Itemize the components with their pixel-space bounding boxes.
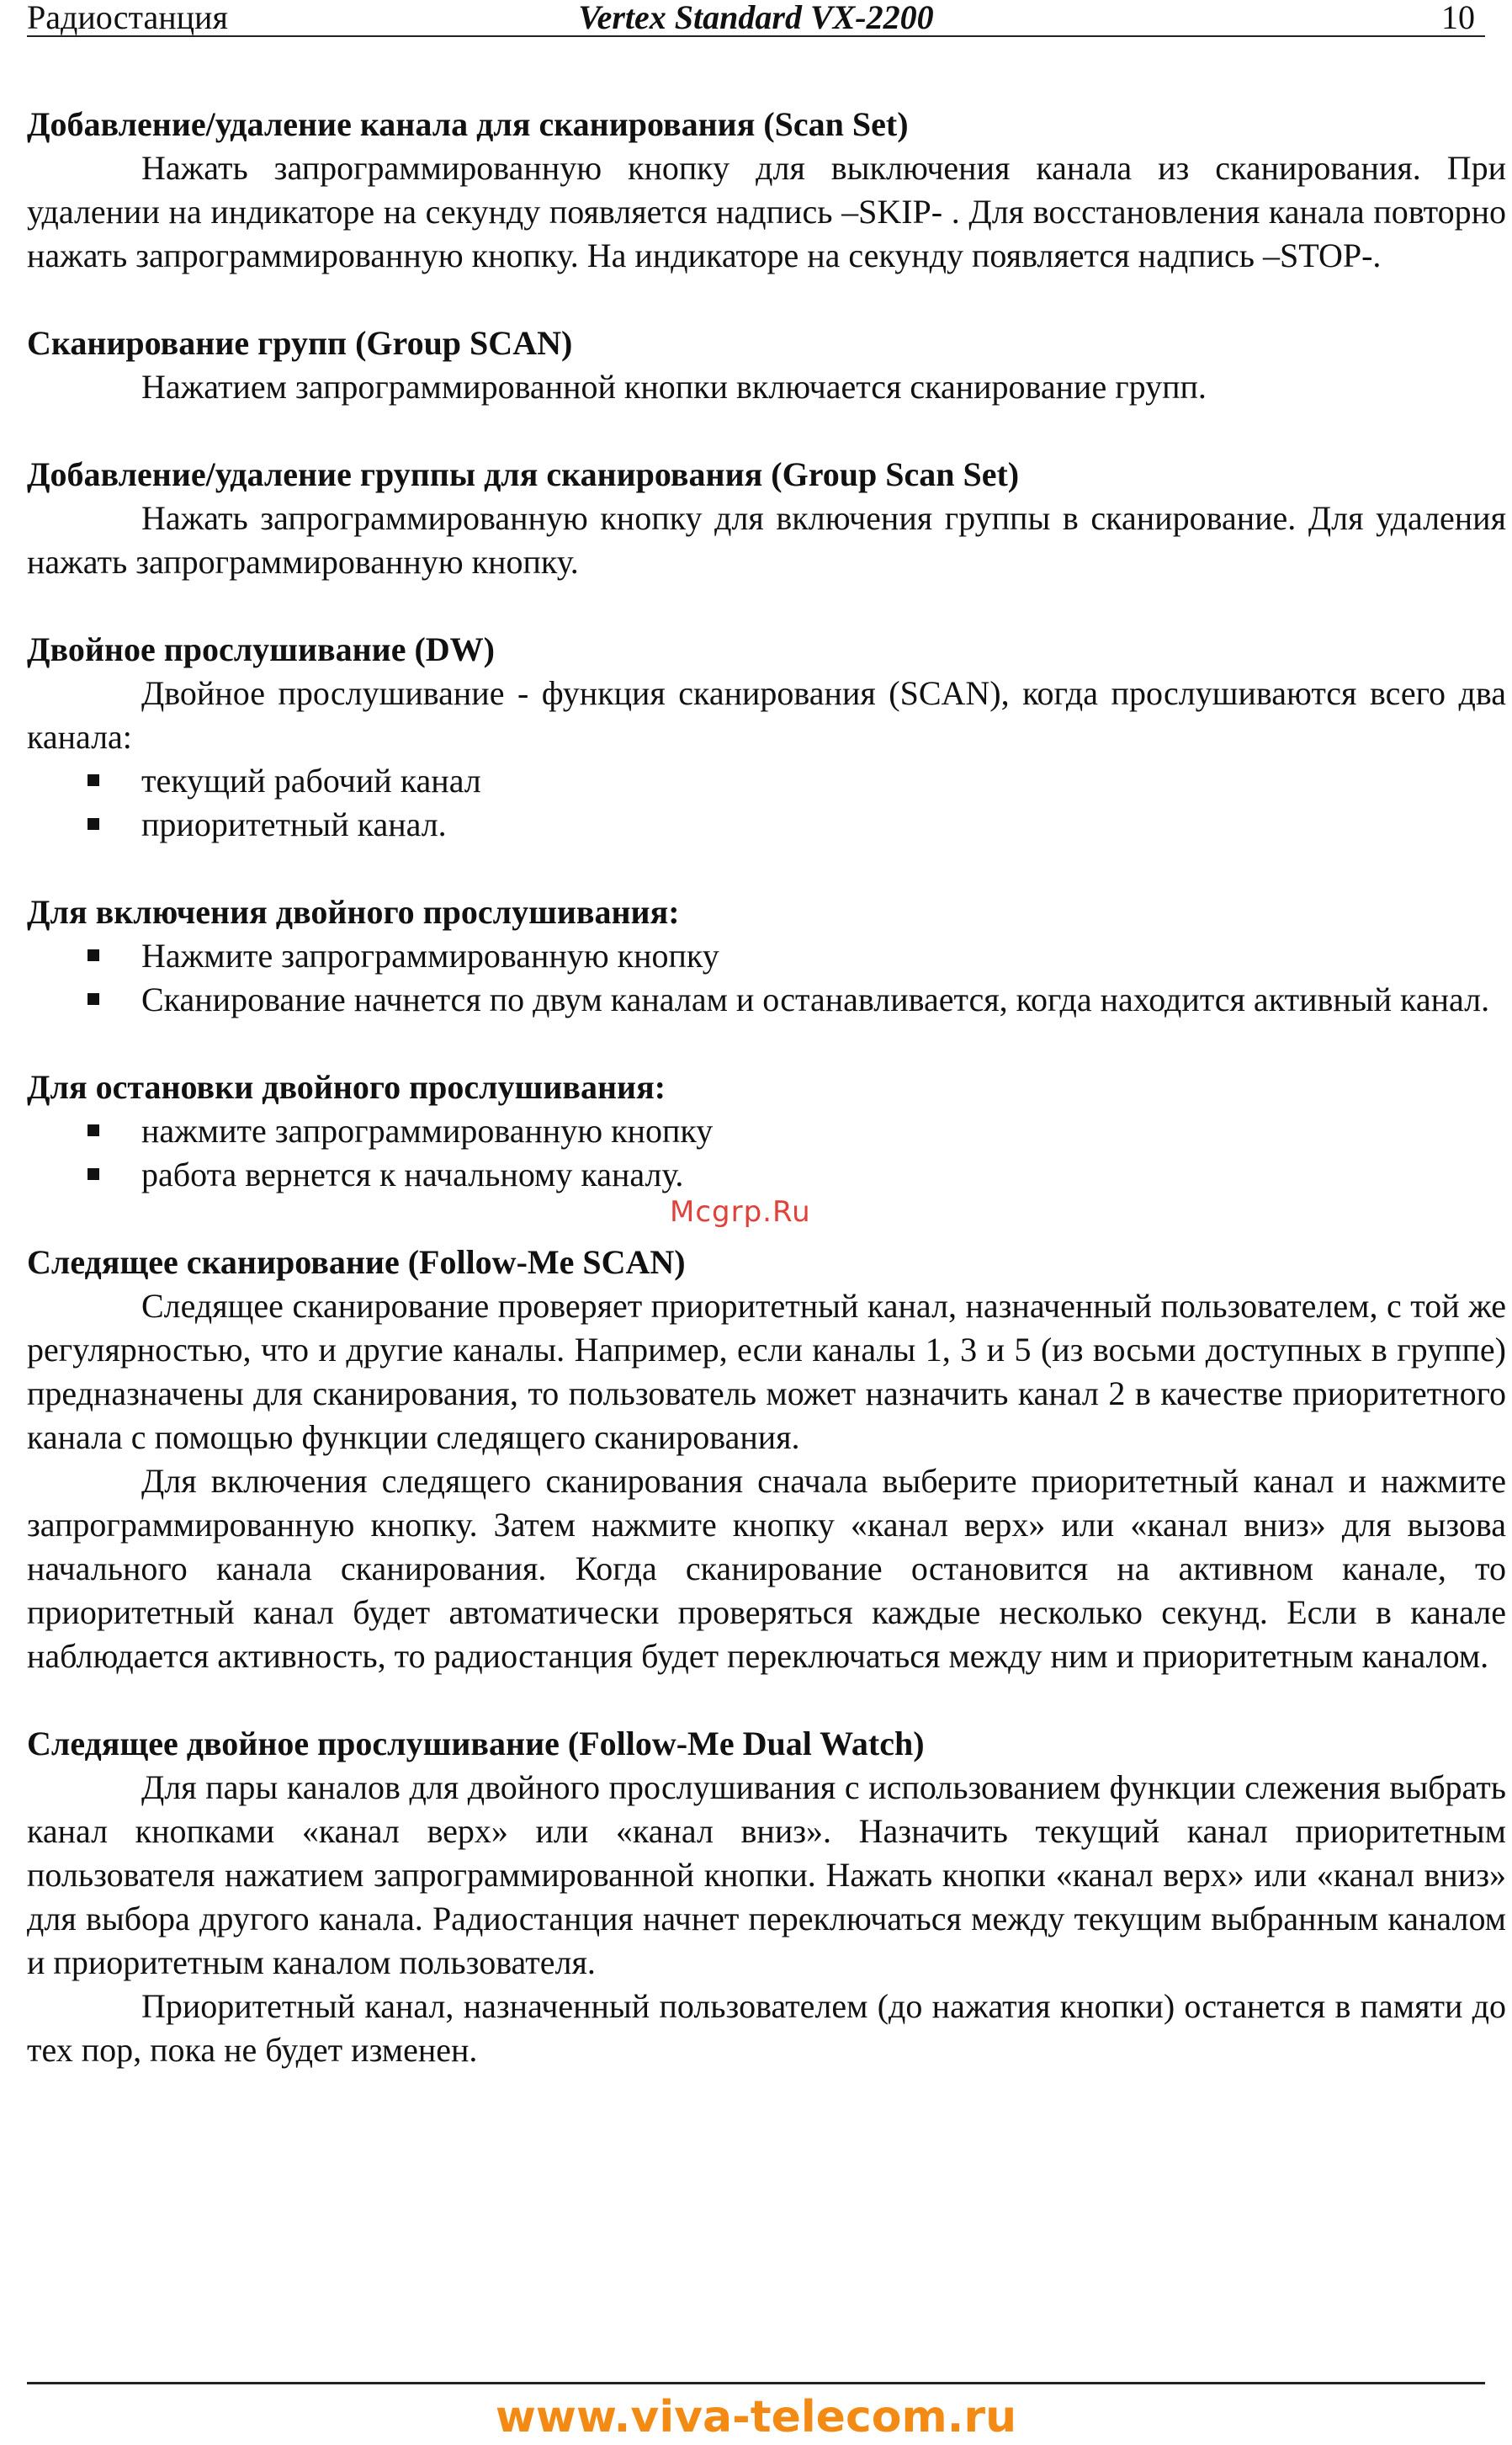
section-heading: Для включения двойного прослушивания: [27, 893, 680, 931]
list-item [27, 759, 1506, 803]
section-heading: Сканирование групп (Group SCAN) [27, 324, 573, 362]
footer-divider [27, 2382, 1485, 2384]
bullet-square-icon [88, 993, 99, 1005]
bullet-list [27, 934, 1506, 1022]
bullet-square-icon [88, 1168, 99, 1180]
bullet-square-icon [88, 774, 99, 786]
section-heading: Следящее сканирование (Follow-Me SCAN) [27, 1243, 686, 1281]
list-item [27, 978, 1506, 1022]
list-item-text: приоритетный канал. [141, 805, 447, 843]
section-dual-watch-stop [27, 1066, 1506, 1197]
bullet-list [27, 759, 1506, 847]
section-scan-set [27, 103, 1506, 278]
list-item-text: Сканирование начнется по двум каналам и останавливается, когда находится активный канал. [141, 981, 1490, 1018]
paragraph: Следящее сканирование проверяет приоритетный канал, назначенный пользователем, с той же регулярностью, что и другие каналы. Например, если каналы 1, 3 и 5 (из восьми доступных в группе) предназначены для сканирования, то пользователь может назначить канал 2 в качестве приоритетного канала с помощью функции следящего сканирования. [27, 1287, 1506, 1456]
list-item-text: Нажмите запрограммированную кнопку [141, 937, 719, 975]
section-follow-me-dual-watch [27, 1722, 1506, 2072]
paragraph: Нажатием запрограммированной кнопки включается сканирование групп. [141, 368, 1207, 406]
list-item [27, 934, 1506, 978]
watermark: Mcgrp.Ru [670, 1195, 811, 1229]
bullet-square-icon [88, 818, 99, 830]
page-content [27, 103, 1506, 2116]
list-item-text: работа вернется к начальному каналу. [141, 1156, 684, 1193]
footer-website-link[interactable]: www.viva-telecom.ru [495, 2392, 1017, 2442]
section-group-scan [27, 322, 1506, 409]
list-item [27, 1153, 1506, 1197]
section-heading: Добавление/удаление группы для сканирования (Group Scan Set) [27, 455, 1020, 493]
paragraph: Для включения следящего сканирования сначала выберите приоритетный канал и нажмите запрограммированную кнопку. Затем нажмите кнопку «канал верх» или «канал вниз» для вызова начального канала сканирования. Когда сканирование остановится на активном канале, то приоритетный канал будет автоматически проверяться каждые несколько секунд. Если в канале наблюдается активность, то радиостанция будет переключаться между ним и приоритетным каналом. [27, 1462, 1506, 1675]
paragraph: Нажать запрограммированную кнопку для включения группы в сканирование. Для удаления нажать запрограммированную кнопку. [27, 499, 1506, 581]
bullet-list [27, 1109, 1506, 1197]
list-item [27, 1109, 1506, 1153]
paragraph: Для пары каналов для двойного прослушивания с использованием функции слежения выбрать канал кнопками «канал верх» или «канал вниз». Назначить текущий канал приоритетным пользователя нажатием запрограммированной кнопки. Нажать кнопки «канал верх» или «канал вниз» для выбора другого канала. Радиостанция начнет переключаться между текущим выбранным каналом и приоритетным каналом пользователя. [27, 1768, 1506, 1981]
list-item [27, 803, 1506, 847]
paragraph: Приоритетный канал, назначенный пользователем (до нажатия кнопки) останется в памяти до тех пор, пока не будет изменен. [27, 1987, 1506, 2069]
header-model: Vertex Standard VX-2200 [578, 0, 934, 36]
section-follow-me-scan [27, 1241, 1506, 1678]
section-heading: Двойное прослушивание (DW) [27, 630, 495, 668]
paragraph: Нажать запрограммированную кнопку для выключения канала из сканирования. При удалении на индикаторе на секунду появляется надпись –SKIP- . Для восстановления канала повторно нажать запрограммированную кнопку. На индикаторе на секунду появляется надпись –STOP-. [27, 149, 1506, 274]
section-heading: Добавление/удаление канала для сканирования (Scan Set) [27, 105, 909, 143]
page-header [27, 0, 1485, 37]
section-group-scan-set [27, 453, 1506, 584]
paragraph: Двойное прослушивание - функция сканирования (SCAN), когда прослушиваются всего два канала: [27, 674, 1506, 756]
header-title: Радиостанция [27, 0, 228, 36]
section-dual-watch [27, 628, 1506, 847]
list-item-text: текущий рабочий канал [141, 762, 481, 800]
bullet-square-icon [88, 949, 99, 961]
page-number: 10 [1441, 0, 1475, 36]
bullet-square-icon [88, 1124, 99, 1136]
list-item-text: нажмите запрограммированную кнопку [141, 1112, 714, 1150]
section-heading: Следящее двойное прослушивание (Follow-Me Dual Watch) [27, 1725, 925, 1762]
section-dual-watch-enable [27, 890, 1506, 1022]
section-heading: Для остановки двойного прослушивания: [27, 1068, 666, 1106]
